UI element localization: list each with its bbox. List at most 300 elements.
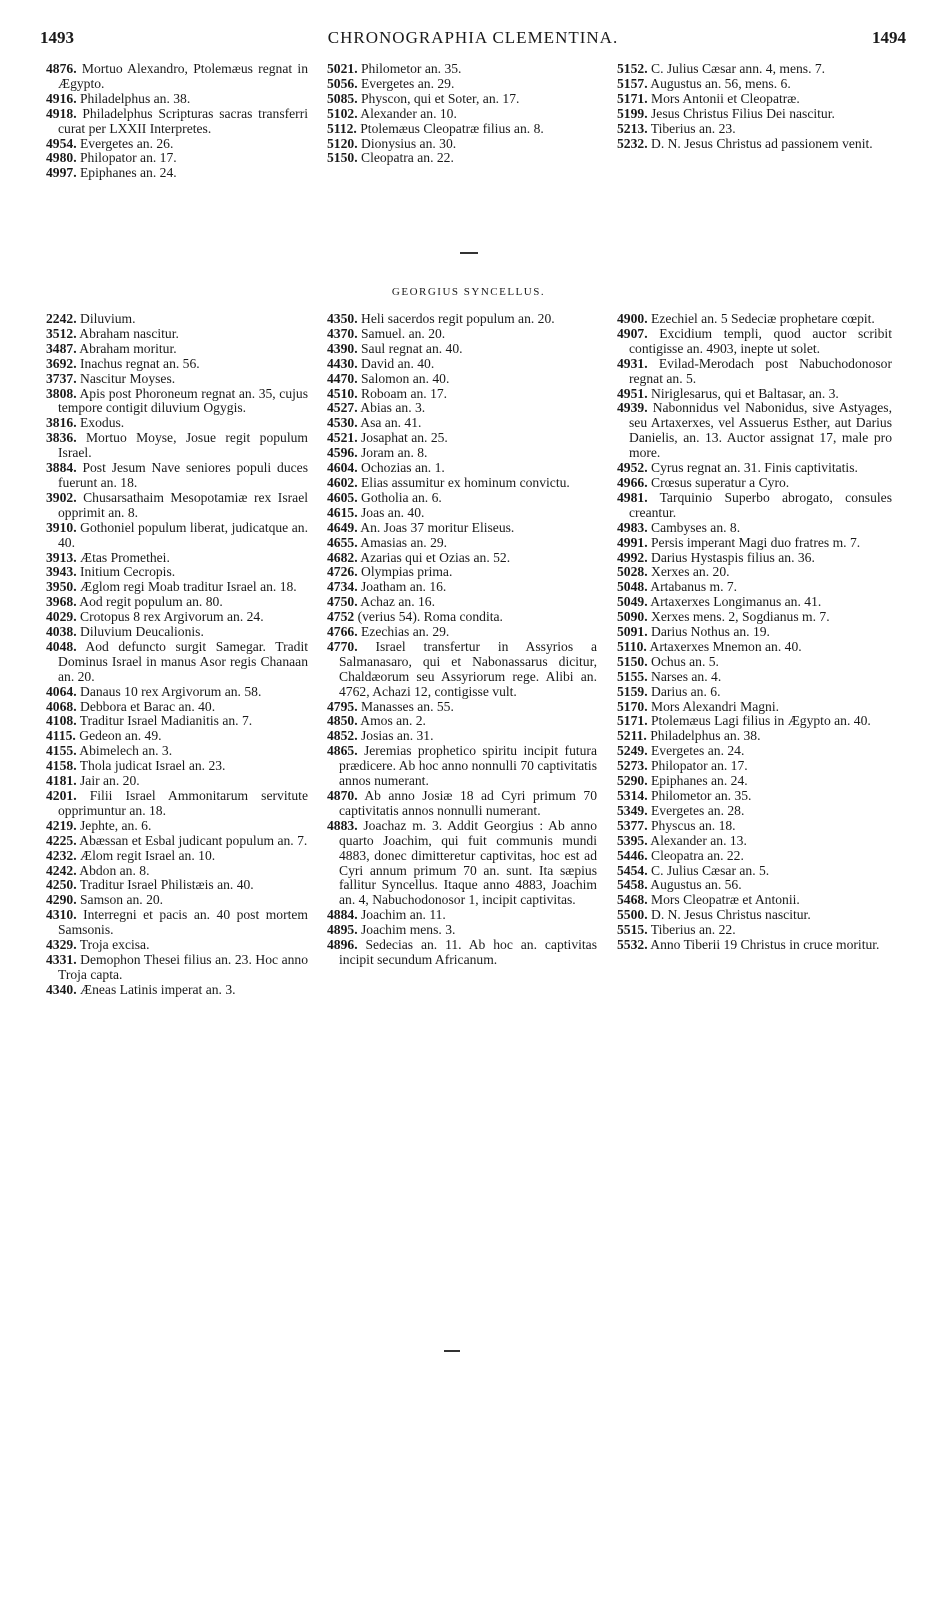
entry-text: Cleopatra an. 22. — [361, 150, 454, 166]
entry-year: 4605. — [327, 489, 358, 505]
chronology-entry — [617, 878, 892, 893]
chronology-entry — [327, 151, 597, 166]
chronology-entry — [46, 151, 308, 166]
entry-text: Joatham an. 16. — [361, 579, 447, 595]
chronology-entry — [617, 580, 892, 595]
bottom-column-2 — [327, 312, 597, 968]
entry-text: Abraham moritur. — [79, 340, 177, 356]
chronology-entry — [617, 893, 892, 908]
entry-year: 5290. — [617, 773, 648, 789]
chronology-entry — [327, 461, 597, 476]
entry-year: 4682. — [327, 549, 358, 565]
entry-year: 4991. — [617, 534, 648, 550]
chronology-entry — [617, 655, 892, 670]
chronology-entry — [617, 700, 892, 715]
entry-text: Josaphat an. 25. — [361, 430, 448, 446]
entry-text: Traditur Israel Madianitis an. 7. — [79, 713, 253, 729]
entry-year: 4883. — [327, 817, 358, 833]
chronology-entry — [617, 819, 892, 834]
chronology-entry — [327, 312, 597, 327]
entry-year: 4068. — [46, 698, 77, 714]
entry-year: 4981. — [617, 489, 648, 505]
entry-text: Debbora et Barac an. 40. — [80, 698, 216, 714]
chronology-entry — [327, 476, 597, 491]
entry-text: Alexander an. 10. — [360, 105, 457, 121]
entry-text: Ptolemæus Lagi filius in Ægypto an. 40. — [651, 713, 871, 729]
entry-text: Ezechias an. 29. — [361, 624, 450, 640]
entry-text: Darius Hystaspis filius an. 36. — [651, 549, 815, 565]
entry-year: 5152. — [617, 61, 648, 76]
entry-year: 4726. — [327, 564, 358, 580]
entry-text: Alexander an. 13. — [650, 832, 747, 848]
top-column-1 — [46, 62, 308, 181]
chronology-entry — [617, 461, 892, 476]
entry-text: Cleopatra an. 22. — [651, 847, 744, 863]
chronology-entry — [46, 107, 308, 137]
entry-year: 4850. — [327, 713, 358, 729]
entry-year: 4219. — [46, 817, 77, 833]
entry-year: 5150. — [327, 150, 358, 166]
entry-text: Apis post Phoroneum regnat an. 35, cujus tempore contigit diluvium Ogygis. — [58, 385, 308, 416]
entry-year: 5049. — [617, 594, 648, 610]
entry-text: Troja excisa. — [79, 937, 150, 953]
section-divider-bottom — [444, 1350, 460, 1352]
entry-text: Abraham nascitur. — [79, 325, 179, 341]
chronology-entry — [46, 595, 308, 610]
entry-year: 3487. — [46, 340, 77, 356]
entry-year: 5314. — [617, 788, 648, 803]
entry-text: Mors Antonii et Cleopatræ. — [651, 90, 800, 106]
chronology-entry — [46, 625, 308, 640]
entry-text: Samson an. 20. — [80, 892, 164, 908]
entry-year: 4470. — [327, 370, 358, 386]
entry-text: Amos an. 2. — [360, 713, 426, 729]
entry-text: Nascitur Moyses. — [80, 370, 176, 386]
chronology-entry — [617, 92, 892, 107]
chronology-entry — [46, 983, 308, 998]
chronology-entry — [327, 342, 597, 357]
chronology-entry — [46, 893, 308, 908]
chronology-entry — [327, 92, 597, 107]
entry-year: 4064. — [46, 683, 77, 699]
entry-text: Joachaz m. 3. Addit Georgius : Ab anno quarto Joachim, qui fuit communis mundi 4883, donec dimitteretur captivitas, hoc est ad Cyri annum primum 70 an. sunt. Ita sæpius fallitur Syncellus. Itaque anno 4883, Joachim an. 4, Nabuchodonosor 1, incipit captivitas. — [339, 817, 597, 908]
chronology-entry — [46, 714, 308, 729]
entry-year: 4852. — [327, 728, 358, 744]
entry-text: Artaxerxes Mnemon an. 40. — [649, 638, 802, 654]
chronology-entry — [327, 122, 597, 137]
entry-year: 4250. — [46, 877, 77, 893]
entry-text: Evergetes an. 28. — [651, 802, 745, 818]
chronology-entry — [46, 953, 308, 983]
entry-year: 4604. — [327, 460, 358, 476]
chronology-entry — [327, 491, 597, 506]
chronology-entry — [617, 357, 892, 387]
chronology-entry — [46, 729, 308, 744]
entry-text: Jeremias prophetico spiritu incipit futura prædicere. Ab hoc anno nonnulli 70 captivitatis annos numerant. — [339, 743, 597, 789]
entry-year: 5090. — [617, 609, 648, 625]
chronology-entry — [327, 372, 597, 387]
chronology-entry — [46, 416, 308, 431]
entry-text: Thola judicat Israel an. 23. — [79, 758, 226, 774]
entry-year: 4615. — [327, 504, 358, 520]
entry-year: 3836. — [46, 430, 77, 446]
entry-year: 5048. — [617, 579, 648, 595]
entry-text: Samuel. an. 20. — [361, 325, 446, 341]
entry-text: Gotholia an. 6. — [361, 489, 442, 505]
entry-year: 5458. — [617, 877, 648, 893]
entry-text: Evergetes an. 26. — [80, 135, 174, 151]
entry-text: Darius Nothus an. 19. — [651, 624, 770, 640]
chronology-entry — [327, 580, 597, 595]
entry-year: 4350. — [327, 311, 358, 326]
chronology-entry — [617, 387, 892, 402]
entry-year: 4510. — [327, 385, 358, 401]
entry-text: Æneas Latinis imperat an. 3. — [80, 981, 236, 997]
chronology-entry — [46, 312, 308, 327]
entry-text: Abdon an. 8. — [79, 862, 150, 878]
entry-year: 4750. — [327, 594, 358, 610]
chronology-entry — [46, 774, 308, 789]
chronology-entry — [327, 446, 597, 461]
chronology-entry — [617, 640, 892, 655]
entry-year: 5213. — [617, 120, 648, 136]
entry-text: Interregni et pacis an. 40 post mortem Samsonis. — [58, 907, 308, 938]
entry-year: 4951. — [617, 385, 648, 401]
entry-year: 4752 — [327, 609, 355, 625]
chronology-entry — [46, 878, 308, 893]
entry-text: Excidium templi, quod auctor scribit contigisse an. 4903, inepte ut solet. — [629, 325, 892, 356]
page-number-right: 1494 — [872, 28, 906, 47]
entry-text: Xerxes mens. 2, Sogdianus m. 7. — [651, 609, 830, 625]
entry-year: 4649. — [327, 519, 358, 535]
chronology-entry — [46, 461, 308, 491]
chronology-entry — [327, 327, 597, 342]
entry-year: 5028. — [617, 564, 648, 580]
chronology-entry — [327, 62, 597, 77]
entry-year: 3968. — [46, 594, 77, 610]
entry-text: Philadelphus an. 38. — [650, 728, 761, 744]
chronology-entry — [46, 789, 308, 819]
entry-year: 4232. — [46, 847, 77, 863]
chronology-entry — [46, 491, 308, 521]
chronology-entry — [327, 819, 597, 908]
entry-year: 5085. — [327, 90, 358, 106]
chronology-entry — [617, 595, 892, 610]
entry-year: 5150. — [617, 653, 648, 669]
entry-text: Tiberius an. 22. — [650, 922, 736, 938]
entry-year: 4331. — [46, 951, 77, 967]
entry-text: Philometor an. 35. — [361, 61, 462, 76]
chronology-entry — [327, 431, 597, 446]
entry-year: 5171. — [617, 90, 648, 106]
chronology-entry — [617, 401, 892, 461]
chronology-entry — [46, 137, 308, 152]
chronology-entry — [327, 107, 597, 122]
entry-year: 3512. — [46, 325, 77, 341]
chronology-entry — [617, 312, 892, 327]
chronology-entry — [327, 536, 597, 551]
entry-text: Cyrus regnat an. 31. Finis captivitatis. — [651, 460, 858, 476]
chronology-entry — [327, 789, 597, 819]
entry-text: Ochus an. 5. — [651, 653, 719, 669]
entry-text: Anno Tiberii 19 Christus in cruce moritur. — [650, 937, 880, 953]
entry-year: 3910. — [46, 519, 77, 535]
entry-text: Ab anno Josiæ 18 ad Cyri primum 70 captivitatis annos nonnulli numerant. — [339, 788, 598, 818]
entry-year: 5395. — [617, 832, 648, 848]
entry-text: Saul regnat an. 40. — [361, 340, 463, 356]
entry-text: Ætas Promethei. — [80, 549, 170, 565]
chronology-entry — [617, 107, 892, 122]
entry-year: 3808. — [46, 385, 77, 401]
entry-text: Salomon an. 40. — [361, 370, 450, 386]
entry-text: Filii Israel Ammonitarum servitute opprimuntur an. 18. — [58, 788, 308, 818]
chronology-entry — [617, 938, 892, 953]
entry-year: 4290. — [46, 892, 77, 908]
chronology-entry — [617, 565, 892, 580]
chronology-entry — [617, 77, 892, 92]
entry-year: 5091. — [617, 624, 648, 640]
entry-text: Olympias prima. — [361, 564, 453, 580]
entry-year: 4992. — [617, 549, 648, 565]
entry-text: Abias an. 3. — [360, 400, 426, 416]
bottom-column-1 — [46, 312, 308, 998]
entry-text: Initium Cecropis. — [80, 564, 176, 580]
entry-year: 3816. — [46, 415, 77, 431]
entry-year: 4181. — [46, 773, 77, 789]
entry-text: Joachim an. 11. — [361, 907, 446, 923]
entry-text: Augustus an. 56, mens. 6. — [650, 75, 791, 91]
entry-text: Mors Alexandri Magni. — [651, 698, 779, 714]
entry-year: 4952. — [617, 460, 648, 476]
chronology-entry — [46, 580, 308, 595]
chronology-entry — [46, 342, 308, 357]
entry-text: Philadelphus an. 38. — [80, 90, 191, 106]
chronology-entry — [46, 834, 308, 849]
chronology-entry — [617, 670, 892, 685]
entry-year: 3692. — [46, 355, 77, 371]
chronology-entry — [46, 908, 308, 938]
chronology-entry — [46, 640, 308, 685]
entry-year: 5532. — [617, 937, 648, 953]
chronology-entry — [617, 864, 892, 879]
entry-year: 2242. — [46, 311, 77, 326]
entry-text: D. N. Jesus Christus nascitur. — [651, 907, 811, 923]
entry-text: Manasses an. 55. — [361, 698, 454, 714]
chronology-entry — [327, 401, 597, 416]
chronology-entry — [46, 372, 308, 387]
entry-text: Xerxes an. 20. — [651, 564, 730, 580]
chronology-entry — [617, 923, 892, 938]
entry-year: 4108. — [46, 713, 77, 729]
entry-year: 4329. — [46, 937, 77, 953]
entry-text: Sedecias an. 11. Ab hoc an. captivitas incipit secundum Africanum. — [339, 937, 597, 967]
chronology-entry — [327, 521, 597, 536]
chronology-entry — [46, 62, 308, 92]
entry-year: 5377. — [617, 817, 648, 833]
entry-year: 4370. — [327, 325, 358, 341]
entry-year: 5500. — [617, 907, 648, 923]
entry-text: Roboam an. 17. — [361, 385, 448, 401]
entry-year: 4038. — [46, 624, 77, 640]
entry-text: (verius 54). Roma condita. — [357, 609, 503, 625]
entry-text: Mortuo Moyse, Josue regit populum Israel. — [58, 430, 308, 461]
entry-text: Philadelphus Scripturas sacras transferri curat per LXXII Interpretes. — [58, 105, 308, 136]
entry-text: Ptolemæus Cleopatræ filius an. 8. — [360, 120, 544, 136]
entry-text: Heli sacerdos regit populum an. 20. — [361, 311, 555, 326]
chronology-entry — [46, 521, 308, 551]
chronology-entry — [327, 416, 597, 431]
chronology-entry — [617, 625, 892, 640]
chronology-entry — [46, 685, 308, 700]
chronology-entry — [327, 610, 597, 625]
entry-year: 5199. — [617, 105, 648, 121]
chronology-entry — [617, 610, 892, 625]
top-column-2 — [327, 62, 597, 166]
entry-year: 3943. — [46, 564, 77, 580]
entry-text: Mors Cleopatræ et Antonii. — [651, 892, 800, 908]
entry-year: 5056. — [327, 75, 358, 91]
entry-year: 3950. — [46, 579, 77, 595]
chronology-entry — [46, 759, 308, 774]
entry-year: 4896. — [327, 937, 358, 953]
entry-year: 4916. — [46, 90, 77, 106]
entry-year: 5120. — [327, 135, 358, 151]
entry-text: Mortuo Alexandro, Ptolemæus regnat in Ægypto. — [58, 61, 308, 91]
chronology-entry — [617, 491, 892, 521]
entry-text: Asa an. 41. — [360, 415, 422, 431]
entry-year: 4983. — [617, 519, 648, 535]
entry-text: Gedeon an. 49. — [79, 728, 162, 744]
chronology-entry — [617, 476, 892, 491]
entry-text: Tiberius an. 23. — [650, 120, 736, 136]
entry-year: 4907. — [617, 325, 648, 341]
entry-year: 4340. — [46, 981, 77, 997]
entry-text: Niriglesarus, qui et Baltasar, an. 3. — [651, 385, 839, 401]
entry-text: Aod defuncto surgit Samegar. Tradit Dominus Israel in manus Asor regis Chanaan an. 20. — [58, 638, 308, 684]
entry-text: Dionysius an. 30. — [361, 135, 457, 151]
chronology-entry — [327, 714, 597, 729]
entry-text: Jesus Christus Filius Dei nascitur. — [651, 105, 835, 121]
entry-year: 4029. — [46, 609, 77, 625]
chronology-entry — [327, 565, 597, 580]
entry-year: 4954. — [46, 135, 77, 151]
entry-text: Danaus 10 rex Argivorum an. 58. — [80, 683, 262, 699]
chronology-entry — [327, 908, 597, 923]
entry-text: Achaz an. 16. — [360, 594, 435, 610]
entry-text: C. Julius Cæsar ann. 4, mens. 7. — [651, 61, 826, 76]
chronology-entry — [617, 551, 892, 566]
chronology-entry — [46, 431, 308, 461]
entry-year: 4048. — [46, 638, 77, 654]
chronology-entry — [46, 864, 308, 879]
entry-text: Crotopus 8 rex Argivorum an. 24. — [80, 609, 264, 625]
entry-text: Nabonnidus vel Nabonidus, sive Astyages, seu Artaxerxes, vel Assuerus Esther, aut Darius Danielis, an. 13. Auctor assignat 17, male pro more. — [629, 400, 892, 461]
entry-year: 3737. — [46, 370, 77, 386]
entry-text: Ezechiel an. 5 Sedeciæ prophetare cœpit. — [651, 311, 875, 326]
entry-text: Joas an. 40. — [361, 504, 425, 520]
entry-year: 4602. — [327, 474, 358, 490]
entry-year: 4115. — [46, 728, 76, 744]
entry-year: 5110. — [617, 638, 647, 654]
entry-text: Inachus regnat an. 56. — [80, 355, 200, 371]
entry-text: D. N. Jesus Christus ad passionem venit. — [651, 135, 873, 151]
entry-text: Elias assumitur ex hominum convictu. — [361, 474, 570, 490]
entry-year: 4225. — [46, 832, 77, 848]
chronology-entry — [617, 908, 892, 923]
entry-year: 5232. — [617, 135, 648, 151]
entry-year: 4900. — [617, 311, 648, 326]
entry-text: David an. 40. — [361, 355, 435, 371]
page-title: CHRONOGRAPHIA CLEMENTINA. — [327, 28, 619, 47]
entry-year: 3902. — [46, 489, 77, 505]
entry-year: 5446. — [617, 847, 648, 863]
chronology-entry — [327, 551, 597, 566]
chronology-entry — [46, 849, 308, 864]
chronology-entry — [46, 551, 308, 566]
section-divider-top — [460, 252, 478, 254]
entry-text: Crœsus superatur a Cyro. — [651, 474, 790, 490]
entry-year: 4158. — [46, 758, 77, 774]
entry-text: Abimelech an. 3. — [79, 743, 173, 759]
entry-text: Josias an. 31. — [361, 728, 434, 744]
entry-text: Jephte, an. 6. — [80, 817, 152, 833]
entry-year: 4876. — [46, 61, 77, 76]
entry-text: Amasias an. 29. — [360, 534, 448, 550]
entry-text: Epiphanes an. 24. — [651, 773, 748, 789]
chronology-entry — [617, 714, 892, 729]
chronology-entry — [617, 685, 892, 700]
chronology-entry — [46, 819, 308, 834]
entry-year: 4766. — [327, 624, 358, 640]
chronology-entry — [46, 565, 308, 580]
entry-text: Artabanus m. 7. — [650, 579, 738, 595]
entry-text: Joram an. 8. — [361, 445, 428, 461]
entry-year: 5515. — [617, 922, 648, 938]
chronology-entry — [46, 387, 308, 417]
entry-year: 4931. — [617, 355, 648, 371]
entry-text: Æglom regi Moab traditur Israel an. 18. — [80, 579, 297, 595]
entry-year: 3913. — [46, 549, 77, 565]
entry-text: Cambyses an. 8. — [651, 519, 741, 535]
entry-year: 4242. — [46, 862, 77, 878]
entry-year: 4997. — [46, 165, 77, 181]
entry-year: 5170. — [617, 698, 648, 714]
entry-year: 4655. — [327, 534, 358, 550]
entry-year: 5249. — [617, 743, 648, 759]
entry-text: Evergetes an. 29. — [361, 75, 455, 91]
entry-year: 4770. — [327, 638, 358, 654]
chronology-entry — [327, 729, 597, 744]
entry-year: 5349. — [617, 802, 648, 818]
entry-text: Demophon Thesei filius an. 23. Hoc anno Troja capta. — [58, 951, 308, 982]
chronology-entry — [327, 700, 597, 715]
entry-year: 4895. — [327, 922, 358, 938]
chronology-entry — [617, 729, 892, 744]
entry-year: 4527. — [327, 400, 358, 416]
entry-year: 4430. — [327, 355, 358, 371]
chronology-entry — [46, 610, 308, 625]
chronology-entry — [617, 834, 892, 849]
entry-year: 4980. — [46, 150, 77, 166]
entry-year: 4530. — [327, 415, 358, 431]
section-heading: GEORGIUS SYNCELLUS. — [391, 286, 546, 298]
chronology-entry — [617, 62, 892, 77]
chronology-entry — [46, 700, 308, 715]
entry-year: 4884. — [327, 907, 358, 923]
entry-year: 4918. — [46, 105, 77, 121]
chronology-entry — [327, 506, 597, 521]
page-number-left: 1493 — [40, 28, 74, 47]
